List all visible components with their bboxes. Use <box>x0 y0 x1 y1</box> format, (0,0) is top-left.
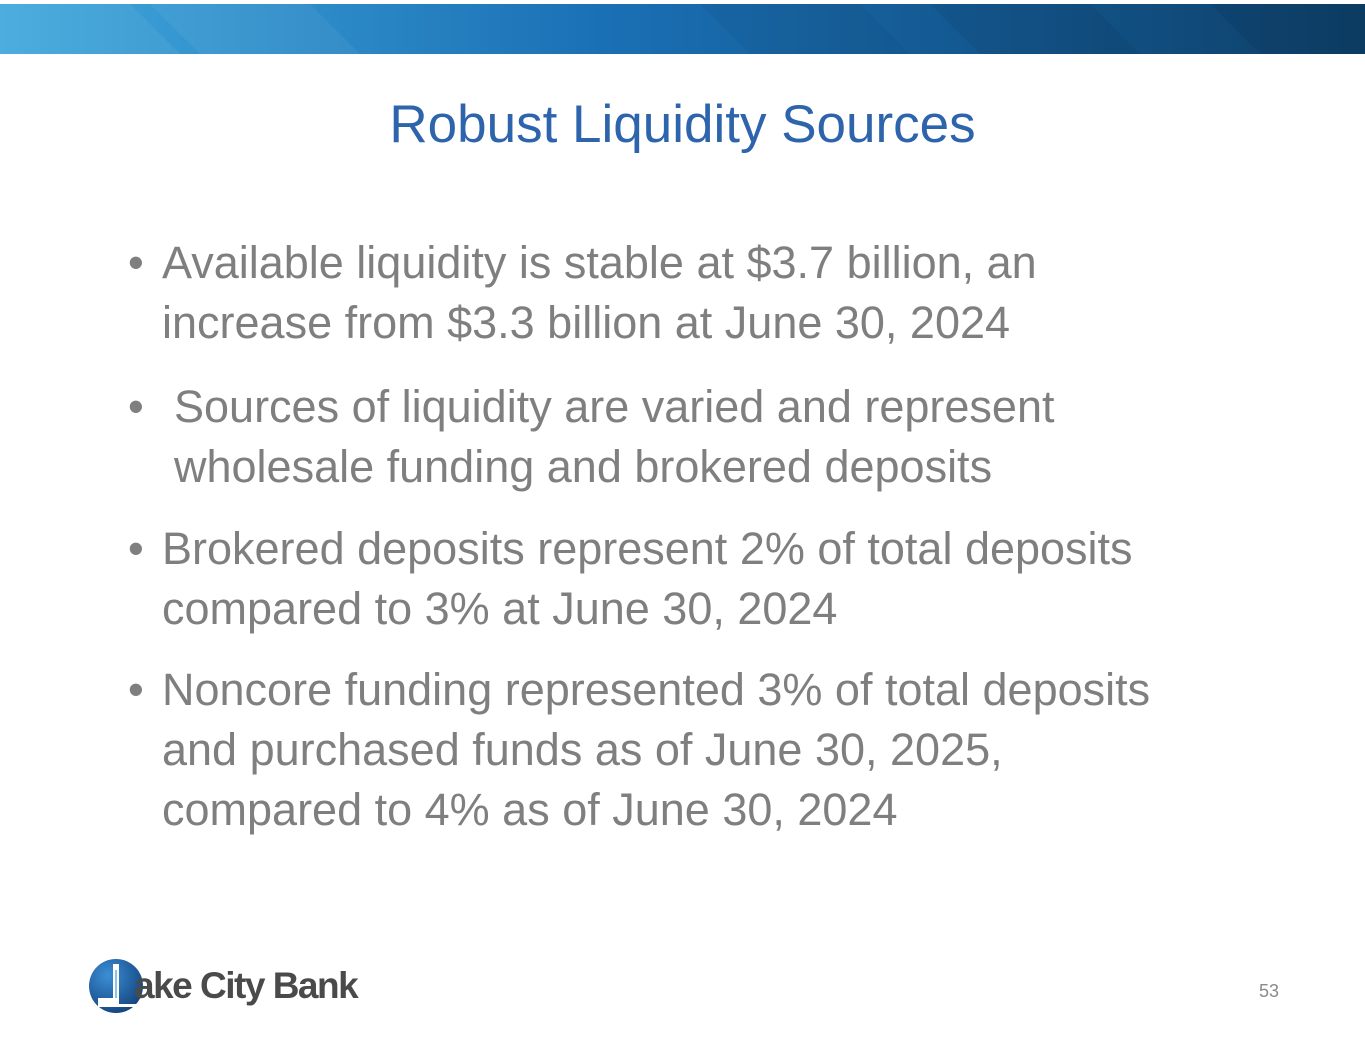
top-banner <box>0 4 1365 54</box>
bullet-marker: • <box>128 523 144 574</box>
bullet-item <box>128 377 1224 497</box>
page-number: 53 <box>1258 981 1279 1001</box>
bullet-text: Brokered deposits represent 2% of total deposits compared to 3% at June 30, 2024 <box>162 523 1133 634</box>
bullet-marker: • <box>128 381 144 432</box>
slide-title: Robust Liquidity Sources <box>389 95 976 154</box>
bullet-marker: • <box>128 664 144 715</box>
bullet-marker: • <box>128 237 144 288</box>
company-logo <box>88 956 357 1016</box>
bullet-text: Sources of liquidity are varied and represent wholesale funding and brokered deposits <box>174 381 1055 492</box>
bullet-item <box>128 519 1272 639</box>
bullet-item <box>128 233 1212 353</box>
bullet-text: Available liquidity is stable at $3.7 billion, an increase from $3.3 billion at June 30, 2024 <box>162 237 1037 348</box>
bullet-item <box>128 660 1212 840</box>
logo-text: ake City Bank <box>134 965 358 1006</box>
banner-graphic <box>0 4 1365 54</box>
bullet-text: Noncore funding represented 3% of total deposits and purchased funds as of June 30, 2025, compared to 4% as of June 30, 2024 <box>162 664 1151 835</box>
